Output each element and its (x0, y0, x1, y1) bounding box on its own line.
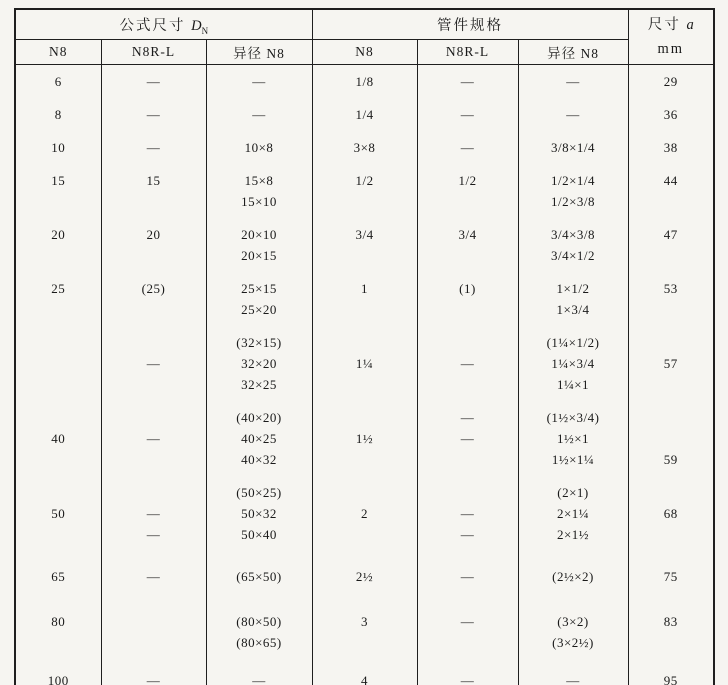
table-cell (101, 326, 206, 401)
cell-line (631, 191, 712, 212)
cell-line: 2 (361, 506, 369, 521)
cell-line: — (566, 107, 580, 122)
table-cell (15, 551, 101, 602)
table-cell (206, 476, 312, 551)
table-cell (206, 401, 312, 476)
table-cell (206, 602, 312, 662)
cell-line: 3 (361, 614, 369, 629)
cell-line (631, 524, 712, 545)
cell-line (104, 191, 204, 212)
table-cell (518, 551, 628, 602)
table-cell (206, 164, 312, 218)
cell-line: 57 (663, 356, 678, 371)
cell-line: 3/8×1/4 (550, 140, 596, 155)
cell-line: 1 (361, 281, 369, 296)
cell-line: 2×1¼ (556, 506, 590, 521)
cell-line: — (146, 107, 161, 122)
cell-line: 32×25 (241, 377, 277, 392)
table-row (15, 602, 714, 662)
cell-line (315, 299, 415, 320)
table-cell (417, 326, 518, 401)
cell-line (18, 374, 99, 395)
table-cell (628, 98, 714, 131)
cell-line (315, 407, 415, 428)
nominal-size-symbol-sub: N (201, 25, 209, 36)
table-cell (518, 272, 628, 326)
cell-line: — (146, 140, 161, 155)
cell-line: — (460, 410, 475, 425)
cell-line (315, 332, 415, 353)
table-cell (101, 551, 206, 602)
cell-line: — (460, 356, 475, 371)
cell-line: — (146, 431, 161, 446)
table-cell (628, 131, 714, 164)
table-cell (518, 218, 628, 272)
cell-line: 100 (47, 673, 69, 685)
cell-line: (32×15) (236, 335, 282, 350)
table-cell (206, 326, 312, 401)
dimension-label: 尺寸 (647, 17, 687, 33)
cell-line: 1¼ (355, 356, 374, 371)
cell-line (631, 299, 712, 320)
cell-line: 20 (146, 227, 161, 242)
cell-line (104, 299, 204, 320)
cell-line: 38 (663, 140, 678, 155)
table-cell (206, 551, 312, 602)
cell-line (104, 374, 204, 395)
table-cell (628, 164, 714, 218)
header-fitting-spec: 管件规格 (312, 9, 628, 40)
col-header-n8-right: N8 (312, 40, 417, 65)
dimension-symbol: a (686, 17, 694, 33)
table-cell (417, 218, 518, 272)
cell-line (315, 449, 415, 470)
cell-line (18, 299, 99, 320)
table-row (15, 551, 714, 602)
table-body (15, 65, 714, 685)
cell-line: 15 (146, 173, 161, 188)
cell-line: 15 (51, 173, 66, 188)
cell-line: 65 (51, 569, 66, 584)
table-cell (417, 662, 518, 685)
cell-line: — (460, 431, 475, 446)
table-row (15, 476, 714, 551)
table-row (15, 326, 714, 401)
cell-line: 20×15 (241, 248, 277, 263)
cell-line (420, 299, 516, 320)
table-cell (101, 164, 206, 218)
cell-line: — (252, 74, 266, 89)
cell-line: 50 (51, 506, 66, 521)
table-cell (312, 662, 417, 685)
table-cell (206, 218, 312, 272)
table-cell (101, 131, 206, 164)
table-cell (312, 164, 417, 218)
table-cell (628, 272, 714, 326)
table-cell (518, 662, 628, 685)
table-cell (518, 164, 628, 218)
cell-line: 1/2 (458, 173, 477, 188)
cell-line (104, 245, 204, 266)
cell-line: 1½ (355, 431, 374, 446)
col-header-reducer-right: 异径 N8 (518, 40, 628, 65)
cell-line: 40×25 (241, 431, 277, 446)
cell-line: 1/2 (355, 173, 374, 188)
cell-line: 20×10 (241, 227, 277, 242)
cell-line (631, 428, 712, 449)
cell-line: 3/4 (355, 227, 374, 242)
table-cell (417, 476, 518, 551)
cell-line: 25×15 (241, 281, 277, 296)
cell-line: 44 (663, 173, 678, 188)
cell-line: 10×8 (244, 140, 274, 155)
cell-line (18, 332, 99, 353)
table-cell (417, 551, 518, 602)
cell-line (104, 332, 204, 353)
cell-line: (80×50) (236, 614, 282, 629)
cell-line: 32×20 (241, 356, 277, 371)
cell-line: 1/2×1/4 (550, 173, 596, 188)
cell-line (420, 245, 516, 266)
table-row (15, 272, 714, 326)
table-row (15, 65, 714, 99)
cell-line: 2×1½ (556, 527, 590, 542)
cell-line (104, 449, 204, 470)
header-column-row (15, 40, 714, 65)
table-cell (15, 476, 101, 551)
cell-line: (2×1) (557, 485, 589, 500)
table-cell (101, 218, 206, 272)
cell-line: 3/4 (458, 227, 477, 242)
table-cell (206, 272, 312, 326)
cell-line: — (460, 569, 475, 584)
table-cell (312, 65, 417, 99)
cell-line: 1/2×3/8 (550, 194, 596, 209)
cell-line: 50×32 (241, 506, 277, 521)
table-row (15, 131, 714, 164)
cell-line: 3/4×1/2 (550, 248, 596, 263)
header-group-row (15, 9, 714, 40)
cell-line (18, 407, 99, 428)
cell-line: — (460, 506, 475, 521)
cell-line (315, 482, 415, 503)
cell-line: (2½×2) (552, 569, 594, 584)
cell-line: (25) (141, 281, 166, 296)
cell-line: 1¼×3/4 (551, 356, 595, 371)
dimension-a-label-line (629, 13, 714, 37)
cell-line (315, 245, 415, 266)
cell-line: 25 (51, 281, 66, 296)
cell-line (18, 449, 99, 470)
cell-line (104, 632, 204, 653)
table-cell (206, 662, 312, 685)
table-cell (518, 476, 628, 551)
table-cell (101, 272, 206, 326)
cell-line (104, 407, 204, 428)
table-cell (628, 326, 714, 401)
table-cell (628, 401, 714, 476)
cell-line: — (146, 673, 161, 685)
cell-line: — (146, 527, 161, 542)
table-cell (518, 131, 628, 164)
cell-line: (80×65) (236, 635, 282, 650)
cell-line (631, 374, 712, 395)
cell-line: — (146, 356, 161, 371)
table-cell (15, 662, 101, 685)
table-cell (417, 272, 518, 326)
cell-line (104, 482, 204, 503)
cell-line: 1×3/4 (556, 302, 590, 317)
cell-line (315, 191, 415, 212)
cell-line: 15×8 (244, 173, 274, 188)
cell-line: 6 (54, 74, 62, 89)
cell-line (315, 632, 415, 653)
dimension-unit: mm (657, 41, 685, 57)
cell-line (420, 332, 516, 353)
table-cell (518, 98, 628, 131)
cell-line: — (460, 107, 475, 122)
header-dimension-a (628, 9, 714, 65)
cell-line: 10 (51, 140, 66, 155)
table-cell (101, 662, 206, 685)
cell-line: 25×20 (241, 302, 277, 317)
cell-line (420, 482, 516, 503)
cell-line: 95 (663, 673, 678, 685)
table-cell (417, 65, 518, 99)
cell-line: 80 (51, 614, 66, 629)
cell-line: 29 (663, 74, 678, 89)
cell-line: (65×50) (236, 569, 282, 584)
cell-line: 1/4 (355, 107, 374, 122)
table-cell (312, 602, 417, 662)
cell-line (315, 524, 415, 545)
table-cell (15, 131, 101, 164)
table-cell (518, 65, 628, 99)
cell-line: — (566, 673, 580, 685)
table-cell (15, 272, 101, 326)
pipe-fitting-size-table (14, 8, 715, 685)
cell-line (631, 482, 712, 503)
cell-line: 2½ (355, 569, 374, 584)
table-cell (15, 401, 101, 476)
cell-line: 68 (663, 506, 678, 521)
cell-line: 40×32 (241, 452, 277, 467)
table-row (15, 662, 714, 685)
cell-line (420, 632, 516, 653)
nominal-size-symbol: D (191, 17, 202, 34)
table-row (15, 98, 714, 131)
col-header-n8rl-left: N8R-L (101, 40, 206, 65)
cell-line: — (146, 569, 161, 584)
table-cell (312, 551, 417, 602)
cell-line: 75 (663, 569, 678, 584)
cell-line: 1½×1¼ (551, 452, 595, 467)
table-cell (417, 401, 518, 476)
cell-line (104, 611, 204, 632)
cell-line: — (460, 527, 475, 542)
cell-line (315, 374, 415, 395)
cell-line: 53 (663, 281, 678, 296)
col-header-n8rl-right: N8R-L (417, 40, 518, 65)
table-cell (206, 65, 312, 99)
cell-line: — (252, 107, 266, 122)
table-row (15, 164, 714, 218)
table-row (15, 218, 714, 272)
cell-line: 1½×1 (556, 431, 590, 446)
table-cell (15, 98, 101, 131)
cell-line: 3/4×3/8 (550, 227, 596, 242)
table-cell (417, 602, 518, 662)
cell-line: 1/8 (355, 74, 374, 89)
cell-line: 40 (51, 431, 66, 446)
cell-line: 1¼×1 (556, 377, 590, 392)
table-cell (15, 326, 101, 401)
cell-line: (1) (459, 281, 476, 296)
cell-line: — (460, 140, 475, 155)
table-cell (15, 218, 101, 272)
cell-line: 3×8 (353, 140, 376, 155)
table-cell (628, 662, 714, 685)
table-cell (101, 65, 206, 99)
col-header-n8-left: N8 (15, 40, 101, 65)
cell-line (420, 374, 516, 395)
cell-line: 47 (663, 227, 678, 242)
cell-line: (50×25) (236, 485, 282, 500)
cell-line: — (460, 74, 475, 89)
cell-line (631, 407, 712, 428)
table-cell (206, 98, 312, 131)
cell-line: — (460, 673, 475, 685)
cell-line: (40×20) (236, 410, 282, 425)
table-cell (101, 476, 206, 551)
table-cell (628, 65, 714, 99)
cell-line (420, 191, 516, 212)
table-cell (417, 98, 518, 131)
table-cell (417, 131, 518, 164)
table-cell (15, 65, 101, 99)
cell-line (420, 449, 516, 470)
table-cell (101, 98, 206, 131)
table-cell (312, 218, 417, 272)
table-cell (206, 131, 312, 164)
cell-line (631, 332, 712, 353)
cell-line: (3×2) (557, 614, 589, 629)
cell-line: — (146, 74, 161, 89)
cell-line: — (146, 506, 161, 521)
cell-line: — (460, 614, 475, 629)
cell-line: 8 (54, 107, 62, 122)
table-cell (15, 602, 101, 662)
cell-line: 4 (361, 673, 369, 685)
cell-line: 59 (663, 452, 678, 467)
cell-line (18, 482, 99, 503)
cell-line: 83 (663, 614, 678, 629)
cell-line: — (252, 673, 266, 685)
cell-line (18, 245, 99, 266)
cell-line (18, 524, 99, 545)
cell-line (18, 191, 99, 212)
cell-line: 36 (663, 107, 678, 122)
cell-line (18, 353, 99, 374)
cell-line: (1½×3/4) (546, 410, 600, 425)
cell-line: 1×1/2 (556, 281, 590, 296)
table-cell (15, 164, 101, 218)
nominal-size-label: 公式尺寸 (119, 17, 192, 34)
table-cell (417, 164, 518, 218)
table-cell (101, 602, 206, 662)
table-cell (628, 218, 714, 272)
table-header (15, 9, 714, 65)
table-cell (518, 401, 628, 476)
table-cell (312, 401, 417, 476)
table-cell (628, 551, 714, 602)
table-cell (312, 476, 417, 551)
table-cell (628, 476, 714, 551)
table-cell (312, 272, 417, 326)
table-cell (518, 326, 628, 401)
col-header-reducer-left: 异径 N8 (206, 40, 312, 65)
table-cell (628, 602, 714, 662)
cell-line: — (566, 74, 580, 89)
table-cell (518, 602, 628, 662)
cell-line (631, 245, 712, 266)
table-cell (312, 131, 417, 164)
cell-line: (3×2½) (552, 635, 594, 650)
cell-line: (1¼×1/2) (546, 335, 600, 350)
cell-line (18, 632, 99, 653)
header-nominal-size (15, 9, 312, 40)
table-cell (312, 326, 417, 401)
cell-line: 50×40 (241, 527, 277, 542)
table-cell (312, 98, 417, 131)
table-row (15, 401, 714, 476)
cell-line: 15×10 (241, 194, 277, 209)
cell-line: 20 (51, 227, 66, 242)
cell-line (631, 632, 712, 653)
table-cell (101, 401, 206, 476)
